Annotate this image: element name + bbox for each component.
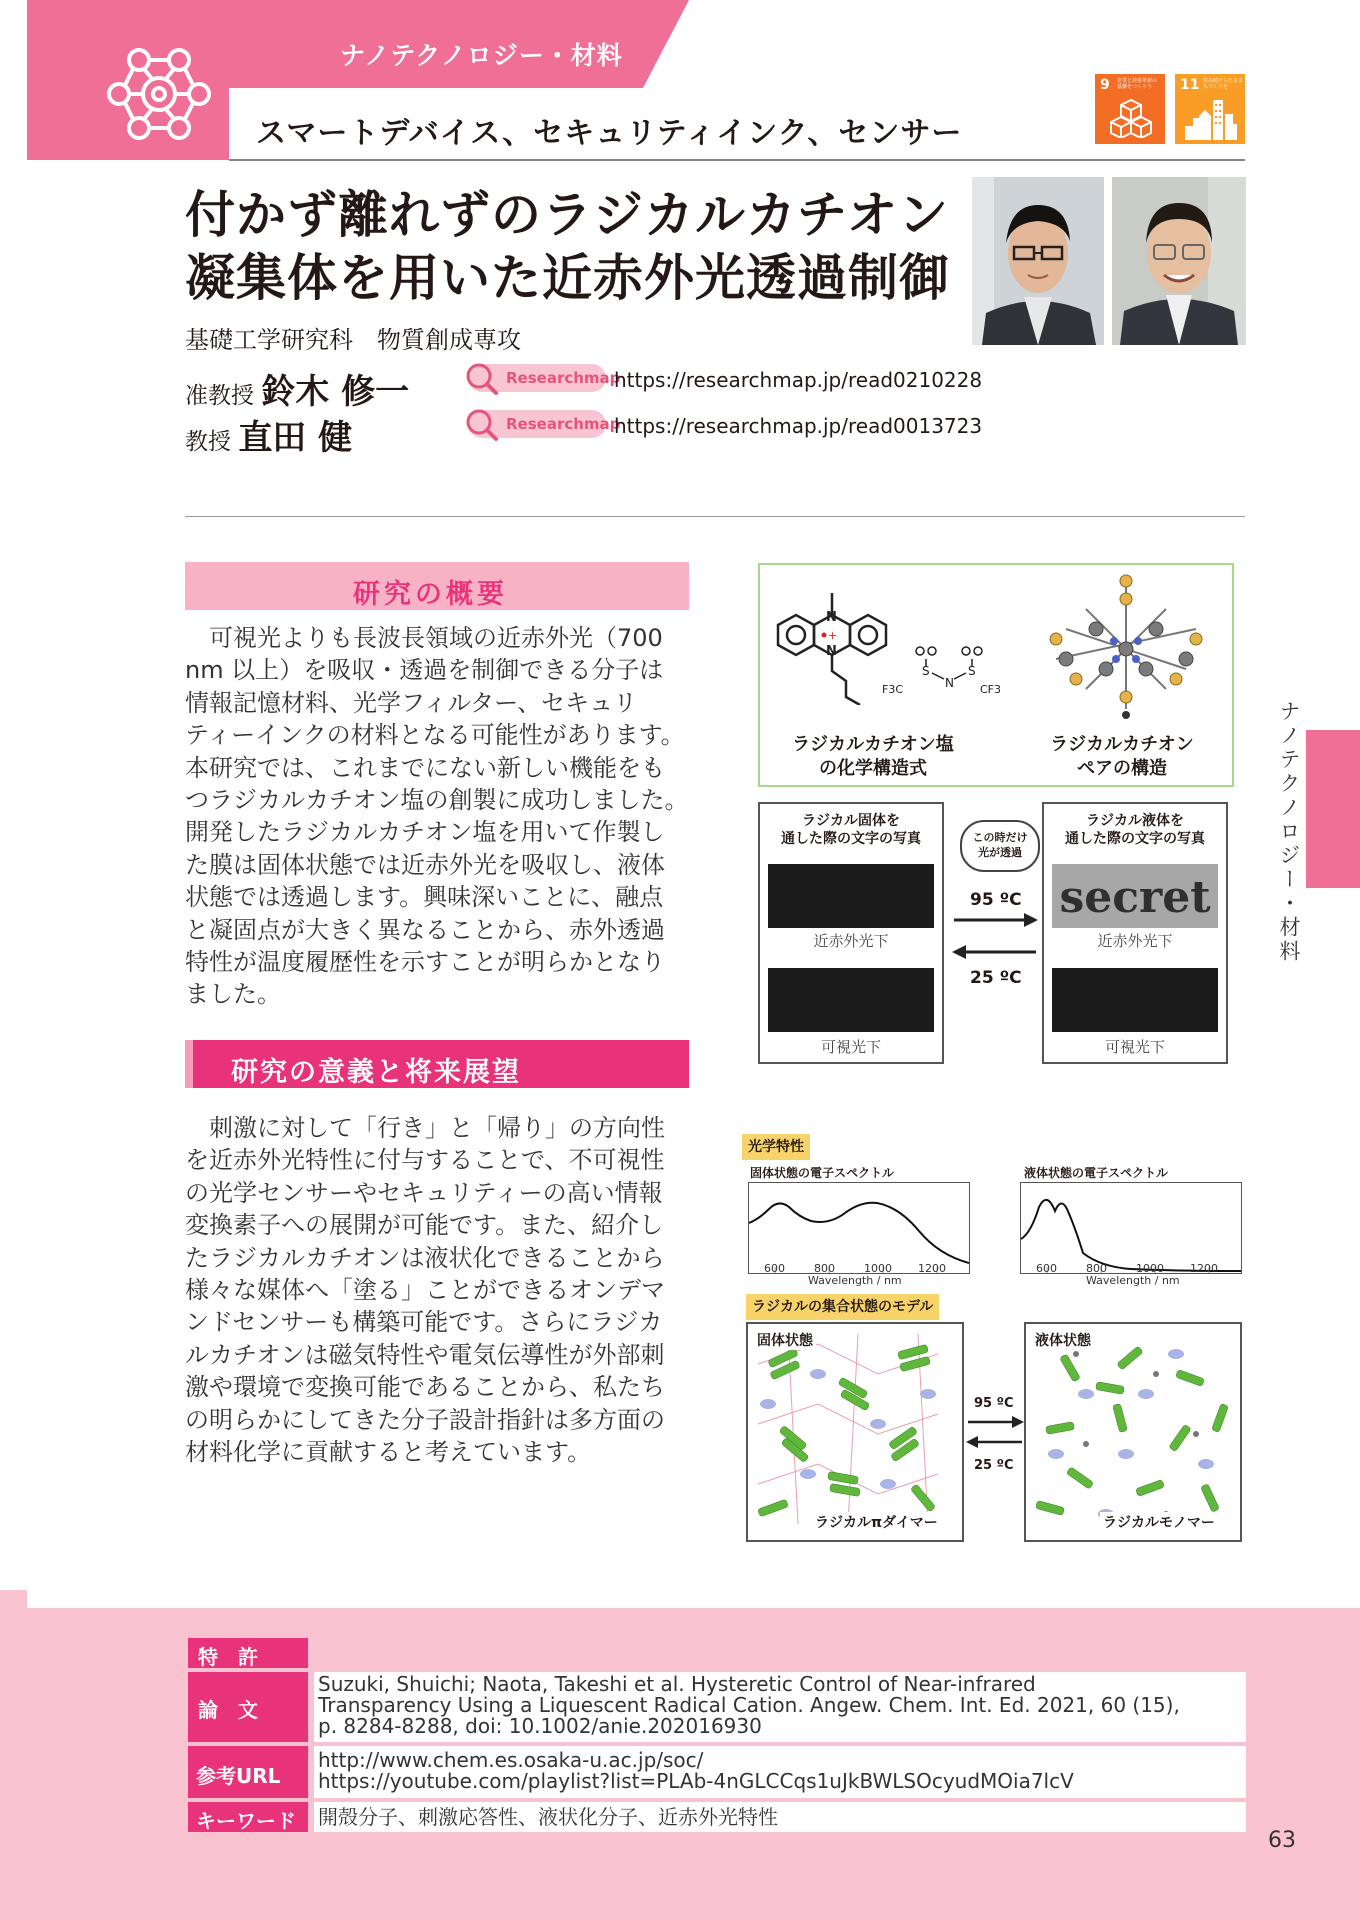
paper-citation <box>314 1672 1246 1742</box>
molecule-icon <box>27 0 229 160</box>
heading-line: 通した際の文字の写真 <box>1065 831 1205 847</box>
keywords: 開殻分子、刺激応答性、液状化分子、近赤外光特性 <box>314 1802 1246 1832</box>
text-line: の明らかにしてきた分子設計指針は多方面の <box>185 1405 665 1434</box>
box-heading <box>760 812 942 848</box>
arrow-right-icon <box>966 1416 1024 1428</box>
citation-line: Suzuki, Shuichi; Naota, Takeshi et al. Hysteretic Control of Near-infrared <box>318 1672 1036 1696</box>
researchmap-badge[interactable] <box>468 410 621 438</box>
label-text: 参考URL <box>196 1764 281 1788</box>
text-line: 可視光よりも長波長領域の近赤外光（700 <box>185 624 663 652</box>
label-text: 論 文 <box>198 1698 258 1722</box>
speech-bubble <box>960 820 1040 872</box>
section-heading-accent <box>185 1040 193 1088</box>
heading-line: ラジカル固体を <box>802 813 900 829</box>
sdg-text: 住み続けられるまちづくりを <box>1203 78 1244 90</box>
significance-text <box>185 1112 689 1468</box>
department: 基礎工学研究科 物質創成専攻 <box>185 326 521 354</box>
section-title: 研究の概要 <box>353 579 508 610</box>
caption-line: ペアの構造 <box>1077 758 1167 779</box>
researchmap-badge[interactable] <box>468 364 621 392</box>
researcher-photo <box>1112 177 1246 345</box>
dark-film-visible <box>1052 968 1218 1032</box>
optical-properties-tag: 光学特性 <box>742 1134 810 1160</box>
heating-temp: 95 ºC <box>974 1396 1014 1411</box>
caption-line: ラジカルカチオン塩 <box>792 734 954 755</box>
text-line: 激や環境で変換可能であることから、私たち <box>185 1373 665 1402</box>
cation-pair-model <box>1036 569 1216 719</box>
researcher-name: 鈴木 修一 <box>261 372 410 412</box>
text-line: た膜は固体状態では近赤外光を吸収し、液体 <box>185 850 665 879</box>
liquid-photo-box <box>1042 802 1228 1064</box>
text-line: 情報記憶材料、光学フィルター、セキュリ <box>185 688 638 717</box>
chemical-structure-drawing <box>766 575 1016 705</box>
solid-x-axis-label: Wavelength / nm <box>808 1274 902 1287</box>
researcher-role: 教授 <box>185 429 231 455</box>
structure-caption-left <box>768 733 978 781</box>
liquid-x-axis-label: Wavelength / nm <box>1086 1274 1180 1287</box>
text-line: と凝固点が大きく異なることから、赤外透過 <box>185 915 665 944</box>
researcher-1 <box>185 364 409 413</box>
transparent-film-nir <box>1052 864 1218 928</box>
secret-text: secret <box>1059 872 1211 923</box>
text-line: つラジカルカチオン塩の創製に成功しました。 <box>185 786 689 815</box>
structure-caption-right <box>1022 733 1222 781</box>
label-text: 特 許 <box>198 1645 258 1669</box>
bubble-line: 光が透過 <box>978 846 1022 859</box>
tick-label: 1000 <box>1136 1262 1164 1275</box>
text-line: ティーインクの材料となる可能性があります。 <box>185 721 685 750</box>
side-tab-marker <box>1306 730 1360 888</box>
svg-text:+: + <box>828 629 838 642</box>
paper-label <box>188 1672 308 1742</box>
section-heading-significance <box>185 1040 689 1088</box>
article-title <box>185 184 950 310</box>
reference-urls <box>314 1746 1246 1798</box>
header-rule <box>229 159 1245 161</box>
researcher-name: 直田 健 <box>238 418 353 458</box>
nir-label: 近赤外光下 <box>1097 932 1173 950</box>
footer-edge <box>0 1590 27 1920</box>
tick-label: 600 <box>764 1262 785 1275</box>
sdg-text: 産業と技術革新の基盤をつくろう <box>1117 78 1158 90</box>
keyword-label <box>188 1802 308 1832</box>
text-line: の光学センサーやセキュリティーの高い情報 <box>185 1178 663 1207</box>
cooling-temp: 25 ºC <box>974 1458 1014 1473</box>
dimer-label: ラジカルπダイマー <box>812 1512 941 1532</box>
caption-line: ラジカルカチオン <box>1050 734 1194 755</box>
dark-film-visible <box>768 968 934 1032</box>
sdg-number: 9 <box>1100 77 1110 93</box>
page-subtitle: スマートデバイス、セキュリティインク、センサー <box>256 116 963 151</box>
title-line: 付かず離れずのラジカルカチオン <box>185 186 949 244</box>
solid-state-model <box>746 1322 964 1542</box>
category-label: ナノテクノロジー・材料 <box>340 41 623 70</box>
city-buildings-icon <box>1185 98 1237 140</box>
arrow-right-icon <box>952 912 1038 928</box>
overview-text <box>185 622 689 1011</box>
researchmap-url[interactable]: https://researchmap.jp/read0013723 <box>614 414 983 438</box>
section-heading-overview <box>185 562 689 610</box>
section-title: 研究の意義と将来展望 <box>231 1057 521 1088</box>
magnifier-icon <box>462 406 502 444</box>
text-line: ルカチオンは磁気特性や電気伝導性が外部刺 <box>185 1340 665 1369</box>
text-line: nm 以上）を吸収・透過を制御できる分子は <box>185 656 664 685</box>
sdg-11-badge <box>1175 74 1245 144</box>
cubes-icon <box>1109 98 1153 138</box>
box-heading <box>1044 812 1226 848</box>
researcher-photo <box>972 177 1104 345</box>
caption-line: の化学構造式 <box>819 758 927 779</box>
text-line: 状態では透過します。興味深いことに、融点 <box>185 883 664 912</box>
researcher-2 <box>185 410 352 459</box>
svg-text:N: N <box>826 644 837 659</box>
text-line: を近赤外光特性に付与することで、不可視性 <box>185 1146 665 1175</box>
heading-line: 通した際の文字の写真 <box>781 831 921 847</box>
dark-film-nir <box>768 864 934 928</box>
tick-label: 800 <box>814 1262 835 1275</box>
header-color-block <box>27 0 229 160</box>
text-line: たラジカルカチオンは液状化できることから <box>185 1243 665 1272</box>
svg-text:N: N <box>826 610 837 625</box>
liquid-state-label: 液体状態 <box>1032 1330 1094 1350</box>
text-line: ました。 <box>185 980 281 1009</box>
researcher-role: 准教授 <box>185 383 254 409</box>
cooling-temp: 25 ºC <box>970 968 1022 988</box>
liquid-state-model <box>1024 1322 1242 1542</box>
researchmap-label: Researchmap <box>506 415 621 433</box>
text-line: 刺激に対して「行き」と「帰り」の方向性 <box>185 1114 665 1142</box>
text-line: 特性が温度履歴性を示すことが明らかとなり <box>185 948 665 977</box>
svg-text:N: N <box>945 676 954 690</box>
divider <box>185 516 1245 517</box>
text-line: 材料化学に貢献すると考えています。 <box>185 1438 592 1467</box>
label-text: キーワード <box>196 1809 296 1833</box>
reference-link[interactable]: https://youtube.com/playlist?list=PLAb-4nGLCCqs1uJkBWLSOcyudMOia7lcV <box>318 1769 1074 1793</box>
citation-line: Transparency Using a Liquescent Radical Cation. Angew. Chem. Int. Ed. 2021, 60 (15), <box>318 1693 1180 1717</box>
side-tab-label: ナノテクノロジー・材料 <box>1277 700 1301 964</box>
cf3-right-label: CF3 <box>980 683 1002 696</box>
title-line: 凝集体を用いた近赤外光透過制御 <box>185 249 950 307</box>
tick-label: 600 <box>1036 1262 1057 1275</box>
aggregation-model-tag: ラジカルの集合状態のモデル <box>746 1294 939 1320</box>
page-number: 63 <box>1268 1828 1296 1853</box>
heading-line: ラジカル液体を <box>1086 813 1184 829</box>
visible-label: 可視光下 <box>820 1038 881 1056</box>
tick-label: 800 <box>1086 1262 1107 1275</box>
cf3-left-label: F3C <box>882 683 904 696</box>
solid-photo-box <box>758 802 944 1064</box>
solid-state-label: 固体状態 <box>754 1330 816 1350</box>
svg-text:S: S <box>968 664 976 678</box>
nir-label: 近赤外光下 <box>813 932 889 950</box>
solid-spectrum-plot <box>748 1182 970 1274</box>
arrow-left-icon <box>952 944 1038 960</box>
text-line: 変換素子への展開が可能です。また、紹介し <box>185 1211 664 1240</box>
reference-link[interactable]: http://www.chem.es.osaka-u.ac.jp/soc/ <box>318 1748 704 1772</box>
researchmap-label: Researchmap <box>506 369 621 387</box>
tick-label: 1200 <box>1190 1262 1218 1275</box>
citation-line: p. 8284-8288, doi: 10.1002/anie.202016930 <box>318 1714 762 1738</box>
bubble-line: この時だけ <box>972 831 1028 844</box>
liquid-spectrum-caption: 液体状態の電子スペクトル <box>1024 1166 1169 1180</box>
arrow-left-icon <box>966 1436 1024 1448</box>
text-line: 開発したラジカルカチオン塩を用いて作製し <box>185 818 665 847</box>
patent-label <box>188 1638 308 1668</box>
solid-spectrum-caption: 固体状態の電子スペクトル <box>750 1166 895 1180</box>
sdg-number: 11 <box>1180 77 1200 93</box>
magnifier-icon <box>462 360 502 398</box>
liquid-spectrum-plot <box>1020 1182 1242 1274</box>
text-line: 本研究では、これまでにない新しい機能をも <box>185 753 665 782</box>
structure-figure <box>758 563 1234 787</box>
researchmap-url[interactable]: https://researchmap.jp/read0210228 <box>614 368 983 392</box>
visible-label: 可視光下 <box>1104 1038 1165 1056</box>
text-line: ンドセンサーも構築可能です。さらにラジカ <box>185 1308 663 1337</box>
sdg-9-badge <box>1095 74 1165 144</box>
text-line: 様々な媒体へ「塗る」ことができるオンデマ <box>185 1276 665 1305</box>
reference-url-label <box>188 1746 308 1798</box>
monomer-label: ラジカルモノマー <box>1100 1512 1218 1532</box>
tick-label: 1000 <box>864 1262 892 1275</box>
tick-label: 1200 <box>918 1262 946 1275</box>
svg-text:S: S <box>922 664 930 678</box>
heating-temp: 95 ºC <box>970 890 1022 910</box>
